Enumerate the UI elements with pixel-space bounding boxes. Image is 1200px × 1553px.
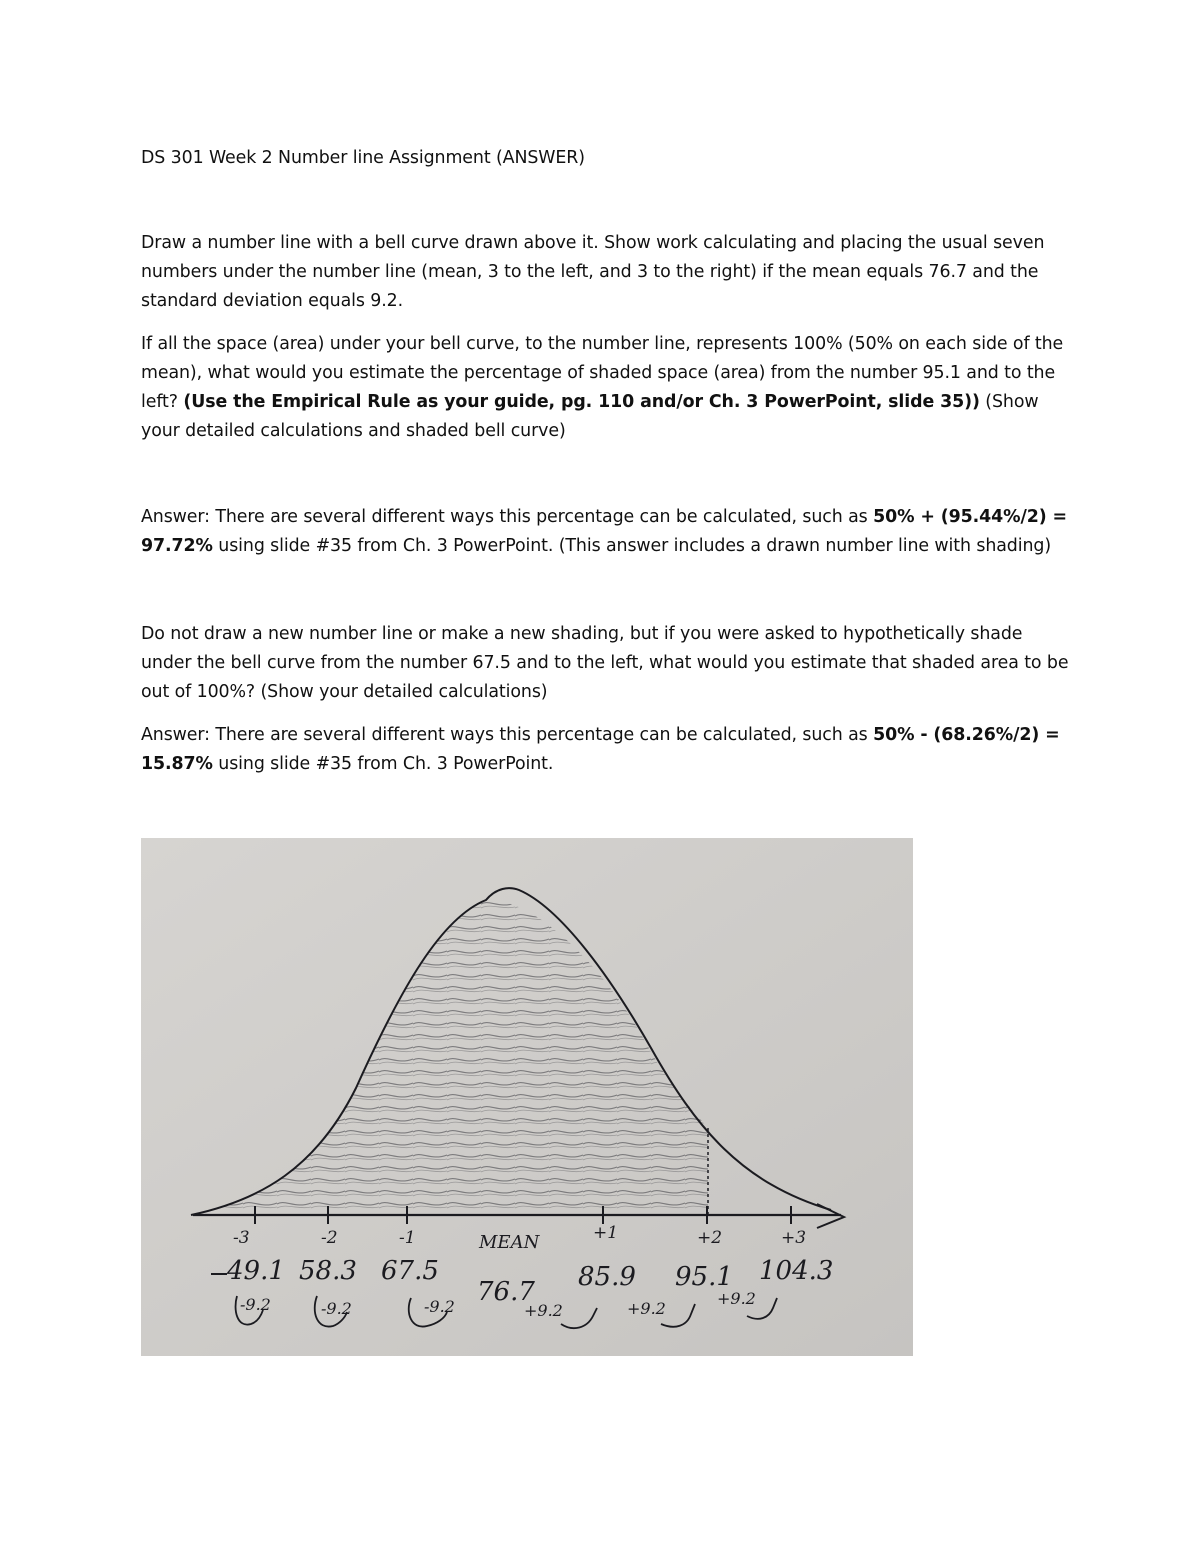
- document-title: DS 301 Week 2 Number line Assignment (ANSWER): [141, 148, 585, 168]
- answer-2-prefix: Answer: There are several different ways this percentage can be calculated, such as: [141, 725, 868, 745]
- value-minus-3: 49.1: [227, 1256, 285, 1286]
- value-mean: 76.7: [477, 1277, 535, 1307]
- value-minus-1: 67.5: [381, 1256, 439, 1286]
- step-label-1: -9.2: [240, 1295, 271, 1314]
- value-minus-2: 58.3: [299, 1256, 357, 1286]
- bell-curve-photo: [141, 838, 913, 1356]
- dev-label-minus-1: -1: [399, 1228, 416, 1248]
- dev-label-plus-1: +1: [593, 1223, 619, 1243]
- question-2: [141, 330, 1071, 446]
- question-1: Draw a number line with a bell curve drawn above it. Show work calculating and placing the usual seven numbers under the number line (mean, 3 to the left, and 3 to the right) if the mean equals 76.7 and the standard deviation equals 9.2.: [141, 233, 1045, 311]
- question-2-instruction: (Show your detailed calculations and shaded bell curve): [141, 392, 1039, 441]
- dev-label-minus-2: -2: [321, 1228, 338, 1248]
- step-label-6: +9.2: [717, 1289, 756, 1308]
- answer-2-suffix: using slide #35 from Ch. 3 PowerPoint.: [218, 754, 554, 774]
- value-plus-2: 95.1: [675, 1262, 733, 1292]
- value-plus-3: 104.3: [759, 1256, 834, 1286]
- step-label-2: -9.2: [321, 1299, 352, 1318]
- question-2-text: If all the space (area) under your bell curve, to the number line, represents 100% (50% on each side of the mean), what would you estimate the percentage of shaded space (area) from the number 95.1 and to the left?: [141, 334, 1064, 412]
- answer-1-prefix: Answer: There are several different ways this percentage can be calculated, such as: [141, 507, 868, 527]
- step-label-4: +9.2: [524, 1301, 563, 1320]
- answer-1: [141, 503, 1071, 561]
- step-label-5: +9.2: [627, 1299, 666, 1318]
- dev-label-minus-3: -3: [233, 1228, 250, 1248]
- dev-label-plus-3: +3: [781, 1228, 807, 1248]
- step-label-3: -9.2: [424, 1297, 455, 1316]
- value-plus-1: 85.9: [578, 1262, 636, 1292]
- answer-1-formula: 50% + (95.44%/2) = 97.72%: [141, 507, 1067, 556]
- bell-curve-drawing: [141, 838, 913, 1356]
- answer-2-formula: 50% - (68.26%/2) = 15.87%: [141, 725, 1060, 774]
- question-2-guide: (Use the Empirical Rule as your guide, pg. 110 and/or Ch. 3 PowerPoint, slide 35)): [183, 392, 980, 412]
- answer-2: [141, 721, 1071, 779]
- dev-label-mean: MEAN: [479, 1232, 540, 1253]
- dev-label-plus-2: +2: [697, 1228, 723, 1248]
- answer-1-suffix: using slide #35 from Ch. 3 PowerPoint. (This answer includes a drawn number line with shading): [218, 536, 1052, 556]
- question-3: Do not draw a new number line or make a new shading, but if you were asked to hypothetically shade under the bell curve from the number 67.5 and to the left, what would you estimate that shaded area to be out of 100%? (Show your detailed calculations): [141, 624, 1069, 702]
